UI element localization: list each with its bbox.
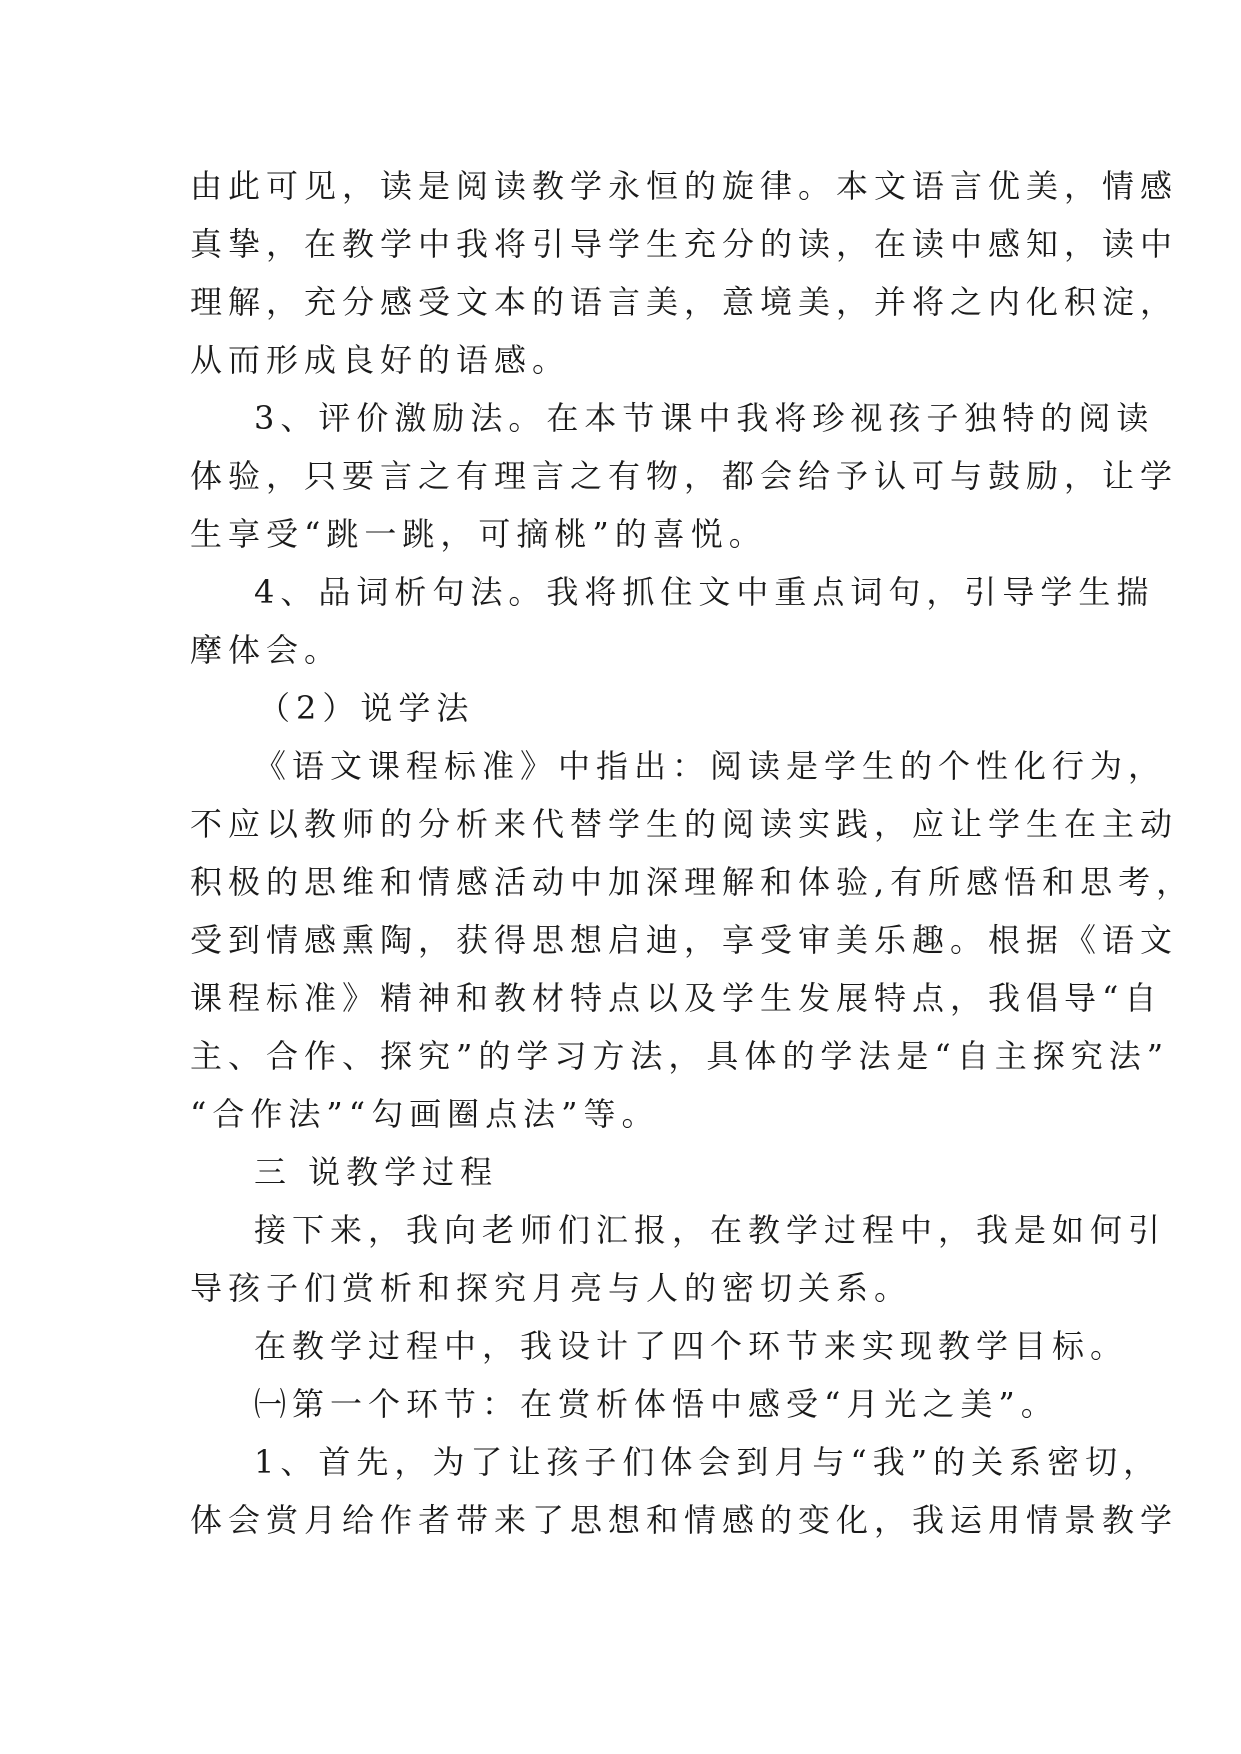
- text-line: 体会赏月给作者带来了思想和情感的变化，我运用情景教学: [190, 1501, 1179, 1539]
- text-line: 从而形成良好的语感。: [190, 341, 571, 379]
- text-line: 1、首先，为了让孩子们体会到月与“我”的关系密切，: [254, 1443, 1162, 1481]
- text-line: 4、品词析句法。我将抓住文中重点词句，引导学生揣: [254, 573, 1155, 611]
- text-line: “合作法”“勾画圈点法”等。: [190, 1095, 660, 1133]
- text-line: 由此可见，读是阅读教学永恒的旋律。本文语言优美，情感: [190, 167, 1179, 205]
- text-line: 导孩子们赏析和探究月亮与人的密切关系。: [190, 1269, 913, 1307]
- text-line: 不应以教师的分析来代替学生的阅读实践，应让学生在主动: [190, 805, 1179, 843]
- text-line: 摩体会。: [190, 631, 343, 669]
- text-line: 主、合作、探究”的学习方法，具体的学法是“自主探究法”: [190, 1037, 1170, 1075]
- text-line: 课程标准》精神和教材特点以及学生发展特点，我倡导“自: [190, 979, 1163, 1017]
- text-line: 3、评价激励法。在本节课中我将珍视孩子独特的阅读: [254, 399, 1155, 437]
- text-line: 体验，只要言之有理言之有物，都会给予认可与鼓励，让学: [190, 457, 1179, 495]
- text-line: 真挚，在教学中我将引导学生充分的读，在读中感知，读中: [190, 225, 1179, 263]
- section-heading: 三 说教学过程: [254, 1153, 499, 1191]
- text-line: 受到情感熏陶，获得思想启迪，享受审美乐趣。根据《语文: [190, 921, 1179, 959]
- text-line: 《语文课程标准》中指出：阅读是学生的个性化行为，: [254, 747, 1167, 785]
- text-line: 生享受“跳一跳，可摘桃”的喜悦。: [190, 515, 767, 553]
- text-line: 积极的思维和情感活动中加深理解和体验,有所感悟和思考，: [190, 863, 1195, 901]
- text-line: 理解，充分感受文本的语言美，意境美，并将之内化积淀，: [190, 283, 1179, 321]
- text-line: 在教学过程中，我设计了四个环节来实现教学目标。: [254, 1327, 1129, 1365]
- text-line: 接下来，我向老师们汇报，在教学过程中，我是如何引: [254, 1211, 1167, 1249]
- text-line: ㈠第一个环节：在赏析体悟中感受“月光之美”。: [254, 1385, 1059, 1423]
- section-heading: （2）说学法: [258, 689, 475, 727]
